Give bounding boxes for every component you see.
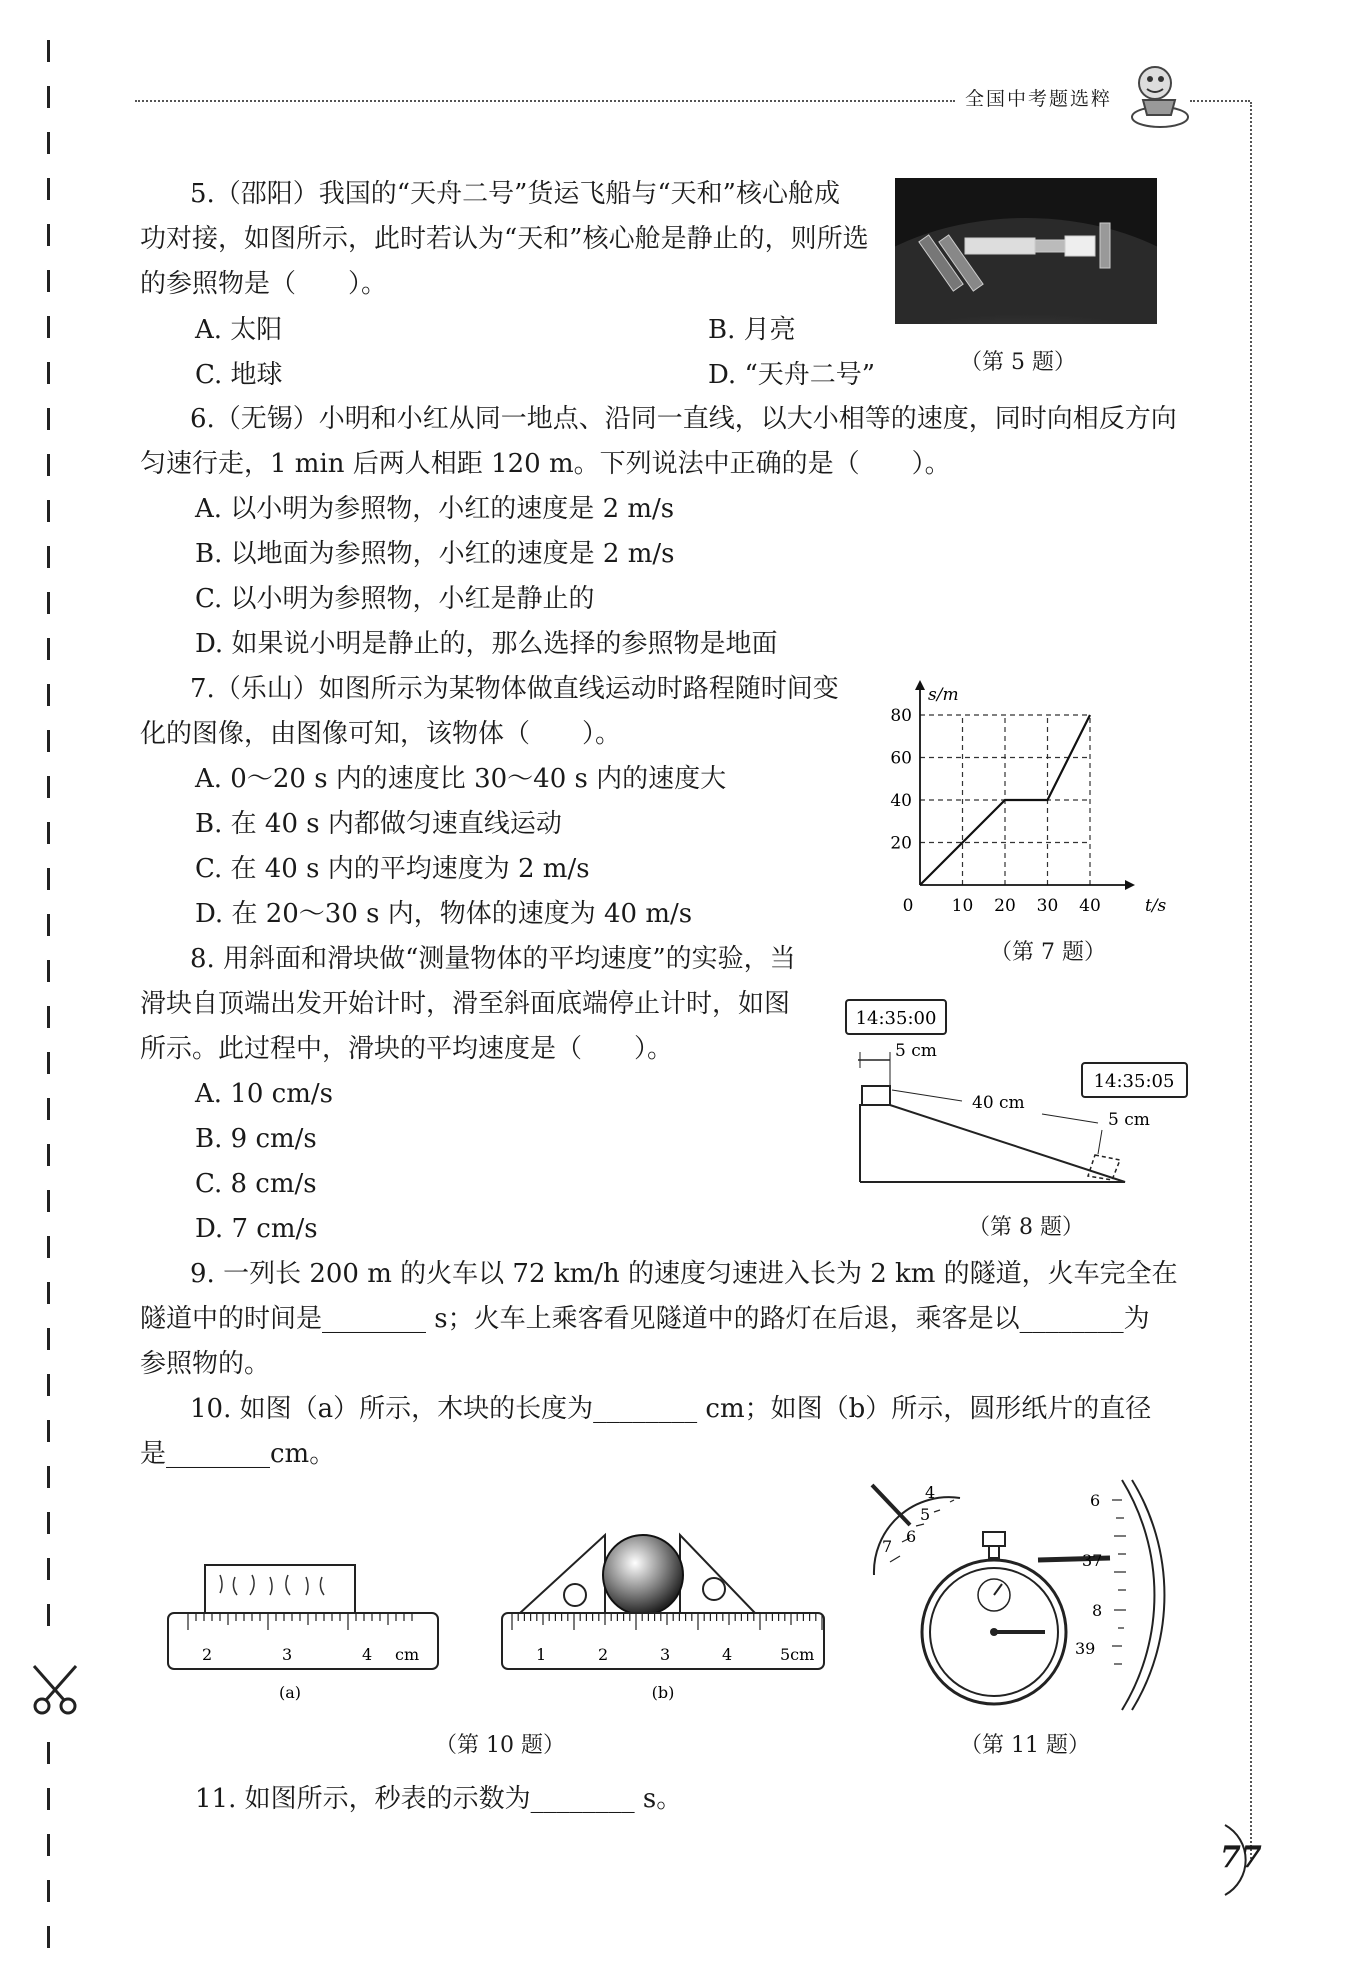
cut-line-dash <box>47 178 50 200</box>
chart-x-label: t/s <box>1145 896 1167 916</box>
cut-line-dash <box>47 1880 50 1902</box>
q8-option-c[interactable]: C. 8 cm/s <box>195 1169 317 1199</box>
ruler-a-label-2: 2 <box>202 1645 213 1664</box>
cut-line-dash <box>47 960 50 982</box>
q10-caption: （第 10 题） <box>435 1733 565 1758</box>
small-dial-7: 7 <box>882 1537 893 1556</box>
chart-y-tick-label: 80 <box>890 706 912 726</box>
cut-line-dash <box>47 1144 50 1166</box>
ruler-b-label-1: 1 <box>536 1645 547 1664</box>
q5-line-1: 5.（邵阳）我国的“天舟二号”货运飞船与“天和”核心舱成 <box>190 179 840 209</box>
q8-line-1: 8. 用斜面和滑块做“测量物体的平均速度”的实验，当 <box>190 944 796 974</box>
q8-option-b[interactable]: B. 9 cm/s <box>195 1124 317 1154</box>
cut-line-dash <box>47 1788 50 1810</box>
cut-line-dash <box>47 1098 50 1120</box>
large-dial-37: 37 <box>1082 1551 1103 1570</box>
cut-line-dash <box>47 40 50 62</box>
q8-label-5cm-top: 5 cm <box>895 1041 937 1061</box>
q10-wood-block <box>205 1565 355 1613</box>
ruler-b-label-4: 4 <box>722 1645 733 1664</box>
q8-option-d[interactable]: D. 7 cm/s <box>195 1214 318 1244</box>
ruler-a-unit: cm <box>395 1645 420 1664</box>
q7-line-2: 化的图像，由图像可知，该物体（ ）。 <box>140 719 622 749</box>
scissors-icon <box>28 1660 88 1720</box>
q11-line: 11. 如图所示，秒表的示数为________ s。 <box>195 1784 683 1814</box>
cut-line-dash <box>47 408 50 430</box>
q10-sub-a: (a) <box>278 1683 302 1702</box>
chart-x-tick-label: 20 <box>994 896 1016 916</box>
q8-label-40cm: 40 cm <box>972 1093 1025 1113</box>
q7-option-a[interactable]: A. 0～20 s 内的速度比 30～40 s 内的速度大 <box>195 764 727 794</box>
small-dial-4: 4 <box>925 1483 936 1502</box>
q7-chart <box>880 670 1210 925</box>
q5-line-2: 功对接，如图所示，此时若认为“天和”核心舱是静止的，则所选 <box>140 224 869 254</box>
small-dial-5: 5 <box>920 1505 931 1524</box>
q7-option-b[interactable]: B. 在 40 s 内都做匀速直线运动 <box>195 809 562 839</box>
q7-option-d[interactable]: D. 在 20～30 s 内，物体的速度为 40 m/s <box>195 899 693 929</box>
header-rule-right <box>1190 100 1250 102</box>
q6-option-c[interactable]: C. 以小明为参照物，小红是静止的 <box>195 584 595 614</box>
q5-caption: （第 5 题） <box>960 350 1076 375</box>
q8-option-a[interactable]: A. 10 cm/s <box>195 1079 333 1109</box>
cut-line-dash <box>47 86 50 108</box>
q6-option-d[interactable]: D. 如果说小明是静止的，那么选择的参照物是地面 <box>195 629 778 659</box>
q5-option-b[interactable]: B. 月亮 <box>708 315 796 345</box>
cut-line-dash <box>47 362 50 384</box>
q8-line-2: 滑块自顶端出发开始计时，滑至斜面底端停止计时，如图 <box>140 989 791 1019</box>
cut-line-dash <box>47 1742 50 1764</box>
cut-line-dash <box>47 1834 50 1856</box>
q10-line-2: 是________cm。 <box>140 1439 336 1469</box>
large-dial-8: 8 <box>1092 1601 1103 1620</box>
q9-line-2: 隧道中的时间是________ s；火车上乘客看见隧道中的路灯在后退，乘客是以________为 <box>140 1304 1150 1334</box>
cut-line-dash <box>47 868 50 890</box>
cut-line-dash <box>47 1926 50 1948</box>
q6-line-2: 匀速行走，1 min 后两人相距 120 m。下列说法中正确的是（ ）。 <box>140 449 951 479</box>
q8-time-start: 14:35:00 <box>855 1008 937 1029</box>
q5-line-3: 的参照物是（ ）。 <box>140 269 388 299</box>
q10-ruler-a-figure <box>160 1555 450 1715</box>
q5-option-a[interactable]: A. 太阳 <box>195 315 283 345</box>
q10-sub-b: (b) <box>651 1683 675 1702</box>
q8-incline-diagram <box>840 990 1200 1205</box>
cut-line-dash <box>47 1282 50 1304</box>
cut-line-dash <box>47 1052 50 1074</box>
q5-option-c[interactable]: C. 地球 <box>195 360 283 390</box>
ruler-a-label-3: 3 <box>282 1645 293 1664</box>
q8-time-end: 14:35:05 <box>1093 1071 1175 1092</box>
chart-y-tick-label: 20 <box>890 833 912 854</box>
page-border-right <box>1250 102 1252 1862</box>
q7-line-1: 7.（乐山）如图所示为某物体做直线运动时路程随时间变 <box>190 674 839 704</box>
cut-line-dash <box>47 132 50 154</box>
q9-line-3: 参照物的。 <box>140 1349 271 1379</box>
chart-y-label: s/m <box>928 685 959 705</box>
ruler-a-label-4: 4 <box>362 1645 373 1664</box>
cut-line-dash <box>47 776 50 798</box>
cut-line-dash <box>47 1374 50 1396</box>
cut-line-dash <box>47 1190 50 1212</box>
q10-ruler-b-figure <box>490 1515 840 1715</box>
q7-option-c[interactable]: C. 在 40 s 内的平均速度为 2 m/s <box>195 854 590 884</box>
chart-y-tick-label: 40 <box>890 791 912 811</box>
q6-option-a[interactable]: A. 以小明为参照物，小红的速度是 2 m/s <box>195 494 675 524</box>
cut-line-dash <box>47 224 50 246</box>
chart-x-tick-label: 10 <box>951 896 974 916</box>
q7-caption: （第 7 题） <box>990 940 1106 965</box>
chart-y-tick-label: 60 <box>890 748 912 769</box>
ruler-b-label-3: 3 <box>660 1645 671 1664</box>
cut-line-dash <box>47 638 50 660</box>
cut-line-dash <box>47 270 50 292</box>
cut-line-dash <box>47 1420 50 1442</box>
q8-caption: （第 8 题） <box>968 1215 1084 1240</box>
ruler-b-label-2: 2 <box>598 1645 609 1664</box>
mascot-icon <box>1125 55 1195 135</box>
q8-label-5cm-bottom: 5 cm <box>1108 1110 1150 1130</box>
q11-stopwatch-figure <box>860 1470 1180 1720</box>
cut-line-dash <box>47 684 50 706</box>
cut-line-dash <box>47 546 50 568</box>
cut-line-dash <box>47 1512 50 1534</box>
q5-space-station-image <box>895 178 1157 324</box>
page-number: 77 <box>1220 1840 1262 1875</box>
chart-y-arrow <box>915 680 925 690</box>
large-dial-39: 39 <box>1075 1639 1096 1658</box>
q8-line-3: 所示。此过程中，滑块的平均速度是（ ）。 <box>140 1034 674 1064</box>
cut-line-dash <box>47 1328 50 1350</box>
cut-line-dash <box>47 1604 50 1626</box>
cut-line-dash <box>47 316 50 338</box>
q11-caption: （第 11 题） <box>960 1733 1090 1758</box>
cut-line-dash <box>47 592 50 614</box>
q5-option-d[interactable]: D. “天舟二号” <box>708 360 876 390</box>
cut-line-dash <box>47 730 50 752</box>
header-title: 全国中考题选粹 <box>965 88 1113 110</box>
q6-option-b[interactable]: B. 以地面为参照物，小红的速度是 2 m/s <box>195 539 675 569</box>
cut-line-dash <box>47 454 50 476</box>
cut-line-dash <box>47 1236 50 1258</box>
header-rule <box>135 100 955 102</box>
large-dial-6: 6 <box>1090 1491 1101 1510</box>
cut-line-dash <box>47 822 50 844</box>
cut-line-dash <box>47 1006 50 1028</box>
small-dial-6: 6 <box>906 1527 917 1546</box>
cut-line-dash <box>47 500 50 522</box>
cut-line-dash <box>47 1466 50 1488</box>
q6-line-1: 6.（无锡）小明和小红从同一地点、沿同一直线，以大小相等的速度，同时向相反方向 <box>190 404 1177 434</box>
q9-line-1: 9. 一列长 200 m 的火车以 72 km/h 的速度匀速进入长为 2 km 的隧道，火车完全在 <box>190 1259 1178 1289</box>
cut-line-dash <box>47 1558 50 1580</box>
ruler-b-label-5cm: 5cm <box>780 1645 815 1664</box>
chart-x-arrow <box>1125 880 1135 890</box>
cut-line-dash <box>47 914 50 936</box>
chart-x-tick-label: 30 <box>1036 896 1059 916</box>
q10-paper-disc <box>603 1535 683 1615</box>
chart-x-tick-label: 0 <box>902 896 914 916</box>
q10-line-1: 10. 如图（a）所示，木块的长度为________ cm；如图（b）所示，圆形纸片的直径 <box>190 1394 1152 1424</box>
chart-x-tick-label: 40 <box>1079 896 1101 916</box>
